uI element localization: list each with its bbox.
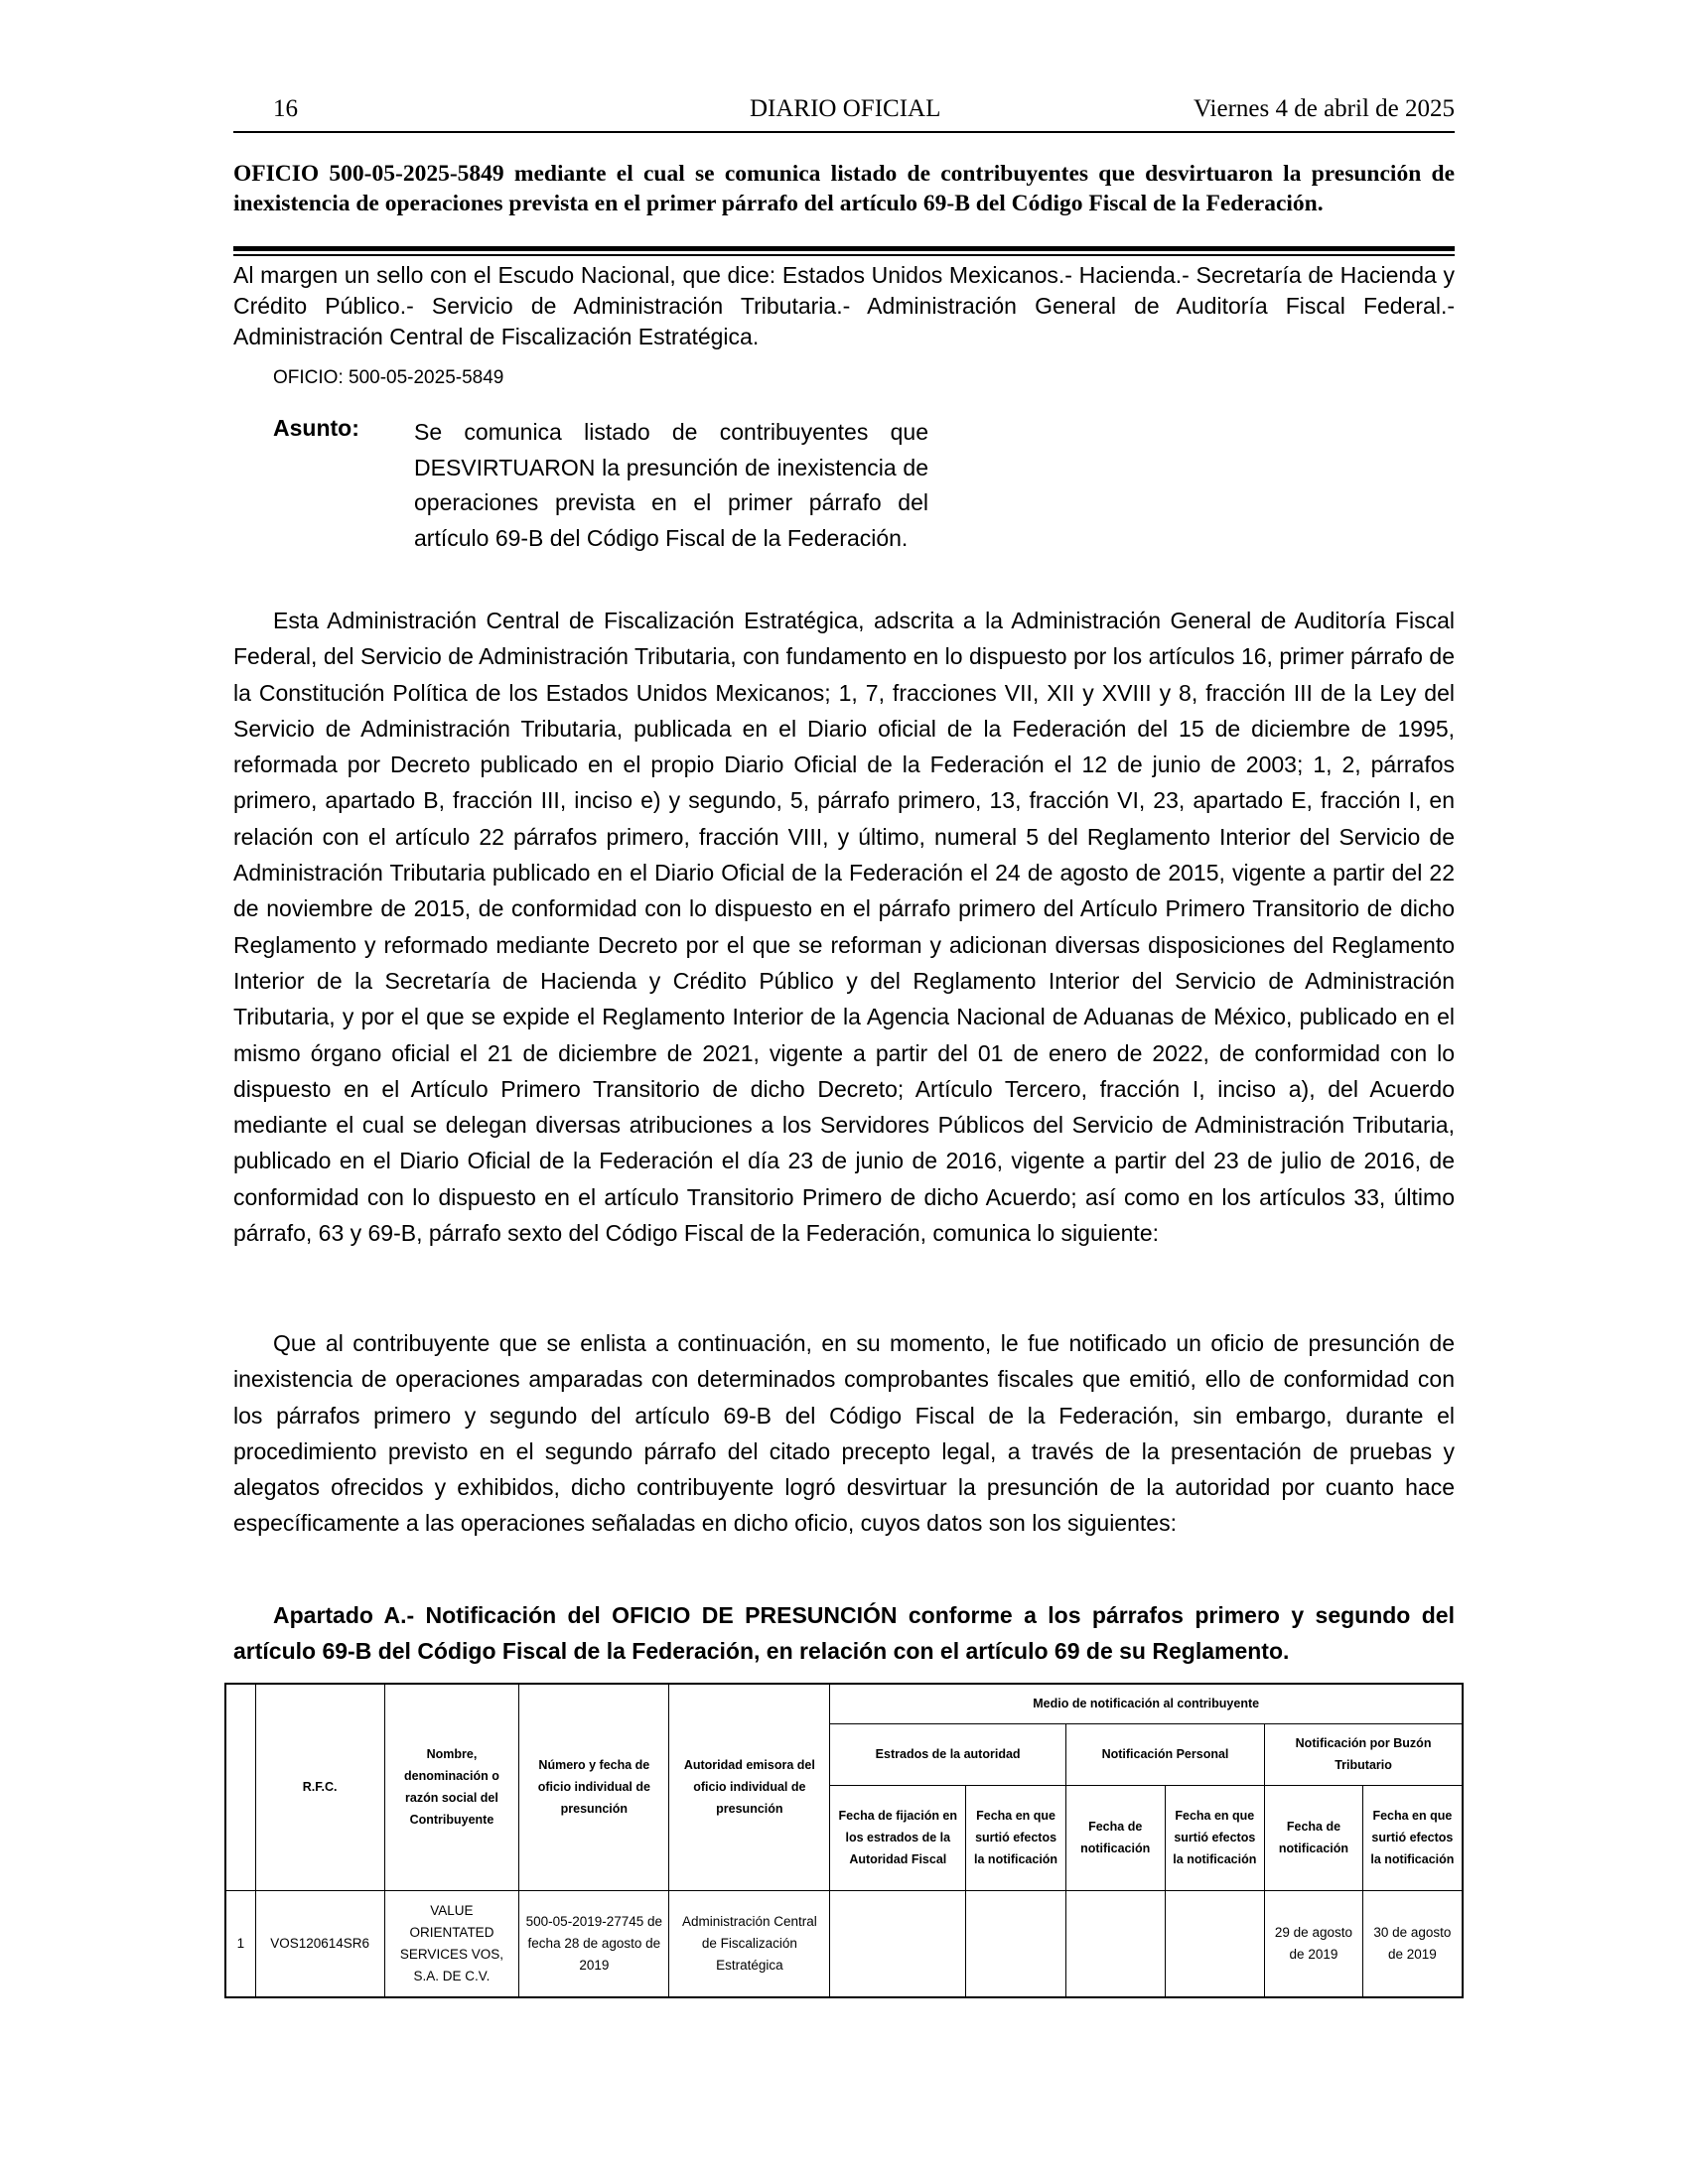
header-divider (233, 131, 1455, 133)
index-header (225, 1684, 255, 1890)
row-estrados-fijacion (830, 1890, 966, 1997)
apartado-heading: Apartado A.- Notificación del OFICIO DE PRESUNCIÓN conforme a los párrafos primero y segundo del artículo 69-B del Código Fiscal de la Federación, en relación con el artículo 69 de su Reglamento. (233, 1602, 1455, 1664)
margin-note: Al margen un sello con el Escudo Nacional, que dice: Estados Unidos Mexicanos.- Hacienda.- Secretaría de Hacienda y Crédito Público.- Servicio de Administración Tributaria.- Administración General de Auditoría Fiscal Federal.- Administración Central de Fiscalización Estratégica. (233, 262, 1455, 349)
body-paragraph-notification: Que al contribuyente que se enlista a continuación, en su momento, le fue notificado un oficio de presunción de inexistencia de operaciones amparadas con determinados comprobantes fiscales que emitió, ello de conformidad con los párrafos primero y segundo del artículo 69-B del Código Fiscal de la Federación, sin embargo, durante el procedimiento previsto en el segundo párrafo del citado precepto legal, a través de la presentación de pruebas y alegatos ofrecidos y exhibidos, dicho contribuyente logró desvirtuar la presunción de la autoridad por cuanto hace específicamente a las operaciones señaladas en dicho oficio, cuyos datos son los siguientes: (233, 1330, 1455, 1537)
row-personal-efectos (1165, 1890, 1265, 1997)
row-estrados-efectos (966, 1890, 1066, 1997)
page-header (233, 95, 1455, 129)
row-buzon-fecha: 29 de agosto de 2019 (1265, 1890, 1363, 1997)
body-paragraph-legal-basis: Esta Administración Central de Fiscalización Estratégica, adscrita a la Administración General de Auditoría Fiscal Federal, del Servicio de Administración Tributaria, con fundamento en lo dispuesto por los artículos 16, primer párrafo de la Constitución Política de los Estados Unidos Mexicanos; 1, 7, fracciones VII, XII y XVIII y 8, fracción III de la Ley del Servicio de Administración Tributaria, publicada en el Diario oficial de la Federación del 15 de diciembre de 1995, reformada por Decreto publicado en el propio Diario Oficial de la Federación el 12 de junio de 2003; 1, 2, párrafos primero, apartado B, fracción III, inciso e) y segundo, 5, párrafo primero, 13, fracción VI, 23, apartado E, fracción I, en relación con el artículo 22 párrafos primero, fracción VIII, y último, numeral 5 del Reglamento Interior del Servicio de Administración Tributaria publicado en el Diario Oficial de la Federación el 24 de agosto de 2015, vigente a partir del 22 de noviembre de 2015, de conformidad con lo dispuesto en el párrafo primero del Artículo Primero Transitorio de dicho Reglamento y reformado mediante Decreto por el que se reforman y adicionan diversas disposiciones del Reglamento Interior de la Secretaría de Hacienda y Crédito Público y del Reglamento Interior del Servicio de Administración Tributaria, y por el que se expide el Reglamento Interior de la Agencia Nacional de Aduanas de México, publicado en el mismo órgano oficial el 21 de diciembre de 2021, vigente a partir del 01 de enero de 2022, de conformidad con lo dispuesto en el Artículo Primero Transitorio de dicho Decreto; Artículo Tercero, fracción I, inciso a), del Acuerdo mediante el cual se delegan diversas atribuciones a los Servidores Públicos del Servicio de Administración Tributaria, publicado en el Diario Oficial de la Federación el día 23 de junio de 2016, vigente a partir del 23 de julio de 2016, de conformidad con lo dispuesto en el artículo Transitorio Primero de dicho Acuerdo; así como en los artículos 33, último párrafo, 63 y 69-B, párrafo sexto del Código Fiscal de la Federación, comunica lo siguiente: (233, 608, 1455, 1247)
buzon-fecha-header: Fecha de notificación (1265, 1785, 1363, 1890)
rfc-header: R.F.C. (255, 1684, 384, 1890)
estrados-header: Estrados de la autoridad (830, 1723, 1066, 1785)
estrados-efectos-header: Fecha en que surtió efectos la notificación (966, 1785, 1066, 1890)
estrados-fijacion-header: Fecha de fijación en los estrados de la Autoridad Fiscal (830, 1785, 966, 1890)
personal-header: Notificación Personal (1065, 1723, 1264, 1785)
buzon-header: Notificación por Buzón Tributario (1265, 1723, 1463, 1785)
document-title: OFICIO 500-05-2025-5849 mediante el cual se comunica listado de contribuyentes que desvirtuaron la presunción de inexistencia de operaciones prevista en el primer párrafo del artículo 69-B del Código Fiscal de la Federación. (233, 161, 1455, 216)
personal-fecha-header: Fecha de notificación (1065, 1785, 1165, 1890)
title-divider-thick (233, 246, 1455, 251)
buzon-efectos-header: Fecha en que surtió efectos la notificación (1362, 1785, 1463, 1890)
asunto-text: Se comunica listado de contribuyentes que DESVIRTUARON la presunción de inexistencia de operaciones prevista en el primer párrafo del artículo 69-B del Código Fiscal de la Federación. (414, 419, 928, 551)
publication-name: DIARIO OFICIAL (750, 95, 941, 122)
page-number: 16 (273, 95, 298, 122)
row-autoridad: Administración Central de Fiscalización Estratégica (669, 1890, 830, 1997)
title-divider-thin (233, 254, 1455, 256)
oficio-reference: OFICIO: 500-05-2025-5849 (273, 367, 504, 388)
row-buzon-efectos: 30 de agosto de 2019 (1362, 1890, 1463, 1997)
row-personal-fecha (1065, 1890, 1165, 1997)
nombre-header: Nombre, denominación o razón social del Contribuyente (384, 1684, 519, 1890)
medio-notificacion-header: Medio de notificación al contribuyente (830, 1684, 1463, 1723)
row-numero: 500-05-2019-27745 de fecha 28 de agosto de 2019 (519, 1890, 669, 1997)
autoridad-header: Autoridad emisora del oficio individual de presunción (669, 1684, 830, 1890)
row-rfc: VOS120614SR6 (255, 1890, 384, 1997)
row-nombre: VALUE ORIENTATED SERVICES VOS, S.A. DE C.V. (384, 1890, 519, 1997)
table-row (225, 1890, 1463, 1997)
publication-date: Viernes 4 de abril de 2025 (1193, 95, 1455, 122)
personal-efectos-header: Fecha en que surtió efectos la notificación (1165, 1785, 1265, 1890)
row-index: 1 (225, 1890, 255, 1997)
notification-table (224, 1683, 1464, 1998)
asunto-label: Asunto: (273, 415, 359, 441)
numero-header: Número y fecha de oficio individual de presunción (519, 1684, 669, 1890)
